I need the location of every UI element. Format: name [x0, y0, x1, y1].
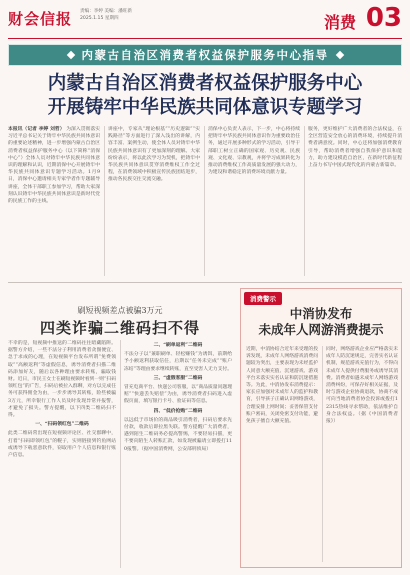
- newspaper-brand: 财会信报: [8, 10, 73, 28]
- issue-meta: [80, 8, 200, 22]
- column-divider: [322, 346, 323, 562]
- scam-text-3: 不法分子以“兼职刷单、轻松赚钱”为诱饵，前期给予小额返利获取信任，后期以“任务未完成”“账户冻结”等理由要求继续转账，直至受害人无力支付。: [124, 352, 232, 372]
- sponsor-banner: [8, 44, 402, 66]
- scam-subhead-1: 一、“扫码领红包”二维码: [35, 421, 89, 428]
- lead-column-4: 服务，更好维护广大消费者的合法权益，在全区营造安全放心的消费环境，持续提升消费者满意度。同时，中心还将加强消费教育引导，帮助消费者增强自我保护意识和能力，助力建设模范自治区，在新时代新征程上奋力书写中国式现代化的内蒙古新篇章。: [308, 127, 402, 169]
- scam-column-1: [8, 340, 116, 568]
- diamond-icon: [66, 51, 74, 59]
- scam-text-4: 冒充电商平台、快递公司客服，以“商品质量问题理赔”“快递丢失赔偿”为由，诱导消费者扫码进入虚假页面，填写银行卡号、验证码等信息。: [124, 385, 232, 405]
- scam-kicker: 刷短视频差点被骗3万元: [77, 306, 163, 315]
- scam-title: 四类诈骗二维码扫不得: [39, 319, 200, 337]
- lead-column-2: 讲座中，专家从“理论根基”“历史逻辑”“实践路径”等方面进行了深入浅出的讲解，内容丰富、案例生动，使全体人员对铸牢中华民族共同体意识有了更加深刻的理解。大家纷纷表示，将以此次学习为契机，把铸牢中华民族共同体意识贯穿消费维权工作全过程，在消费领域中积极宣传民族团结进步，推动各民族交往交流交融。: [108, 127, 200, 183]
- issue-date: 2025.1.15 星期四: [80, 16, 119, 21]
- consumer-column-2: 同时，网络游戏企业应严格落实未成年人防沉迷规定，完善实名认证机制，规范游戏充值行为，不得向未成年人提供付费服务或诱导其消费。消费者如遇未成年人网络游戏消费纠纷，可保存好相关证据，及时与游戏企业协商退款，协商不成可向当地消费者协会投诉或拨打12315热线寻求帮助，依法维护自身合法权益。（据《中国消费者报》）: [326, 347, 398, 425]
- consumer-title-line-1: 中消协发布: [289, 306, 353, 321]
- scam-subhead-4: 四、“低价抢购”二维码: [153, 407, 203, 414]
- diamond-icon: [335, 51, 343, 59]
- consumer-title-line-2: 未成年人网游消费提示: [258, 322, 384, 337]
- consumer-alert-tag: 消费警示: [244, 292, 282, 305]
- lead-column-1: [8, 126, 100, 276]
- scam-column-2: [124, 340, 232, 568]
- lead-column-3: 消保中心负责人表示，下一步，中心将持续把铸牢中华民族共同体意识作为重要政治任务，通过开展多种形式的学习活动，引导干部职工树立正确的国家观、历史观、民族观、文化观、宗教观，并将学习成果转化为推动消费维权工作高质量发展的强大动力，为建设和谐稳定的消费环境贡献力量。: [208, 127, 300, 176]
- page-number: 03: [365, 3, 402, 33]
- editor-line: 责编：李婷 美编：潘旺新: [80, 9, 132, 14]
- headline-line-1: 内蒙古自治区消费者权益保护服务中心: [47, 73, 363, 94]
- masthead-divider: [8, 38, 402, 39]
- scam-subhead-2: 二、“刷单返利”二维码: [153, 342, 203, 348]
- scam-text-2: 此类二维码常出现在短视频评论区、社交群聊中，打着“扫码即领红包”的幌子，实则链接到钓鱼网站或诱导下载恶意软件，窃取用户个人信息和银行账户信息。: [8, 431, 116, 459]
- column-divider: [104, 126, 105, 276]
- section-title: 消费: [323, 13, 356, 32]
- main-headline: [8, 72, 402, 120]
- headline-line-2: 开展铸牢中华民族共同体意识专题学习: [47, 97, 363, 118]
- scam-subhead-3: 三、“虚假客服”二维码: [153, 374, 203, 381]
- banner-text: 内蒙古自治区消费者权益保护服务中心指导: [81, 48, 329, 62]
- column-divider: [204, 126, 205, 276]
- consumer-column-1: 近期，中消协结合近年来受理的投诉发现，未成年人网络游戏消费问题较为突出，主要表现为未经监护人同意大额充值、沉迷游戏、游戏平台未落实实名认证和防沉迷措施等。为此，中消协发布消费提示：家长应加强对未成年人的监护和教育，引导孩子正确认识网络游戏，合理安排上网时间；妥善保管支付账户密码，关闭免密支付功能，避免孩子擅自大额充值。: [246, 347, 318, 425]
- column-divider: [304, 126, 305, 276]
- lead-byline: 本报讯（记者 李婷 刘哲）: [8, 126, 65, 132]
- column-divider: [120, 340, 121, 568]
- consumer-alert-title: [244, 306, 398, 338]
- scam-text-1: 不幸的是，短视频中推送的二维码往往暗藏陷阱。据警方介绍，一些不法分子利用消费者贪图便宜、急于求成的心理，在短视频平台发布所谓“免费领取”“高额返利”等虚假信息，诱导消费者扫描二维码添加好友，随后以各种理由要求转账，骗取钱财。近日，市民王女士在刷短视频时看到一则“扫码领红包”的广告，扫码后被拉入群聊，对方以完成任务可获得佣金为由，一步步诱导其转账，险些被骗3万元，所幸银行工作人员及时发现异常并报警，才避免了损失。警方提醒，以下四类二维码扫不得。: [8, 341, 116, 419]
- scam-text-5: 以远低于市场价的商品吸引消费者，扫码后要求先付款，收款后即拉黑失联。警方提醒广大消费者，遇到陌生二维码务必提高警惕，不要轻易扫描，更不要向陌生人转账汇款，如发现被骗请立即拨打110报警。（据中国消费网，公安部刑侦局）: [124, 417, 232, 452]
- masthead: [0, 0, 410, 36]
- section-divider: [8, 282, 402, 283]
- lead-text-1: 为深入贯彻落实习近平总书记关于铸牢中华民族共同体意识的重要论述精神，进一步增强内蒙古自治区消费者权益保护服务中心（以下简称“消保中心”）全体人员对铸牢中华民族共同体意识的理解和认识，近期消保中心开展铸牢中华民族共同体意识专题学习活动。1月9日，消保中心邀请相关专家学者作专题辅导讲座，全体干部职工参加学习，帮助大家深刻认识铸牢中华民族共同体意识是新时代党的民族工作的主线。: [8, 127, 100, 205]
